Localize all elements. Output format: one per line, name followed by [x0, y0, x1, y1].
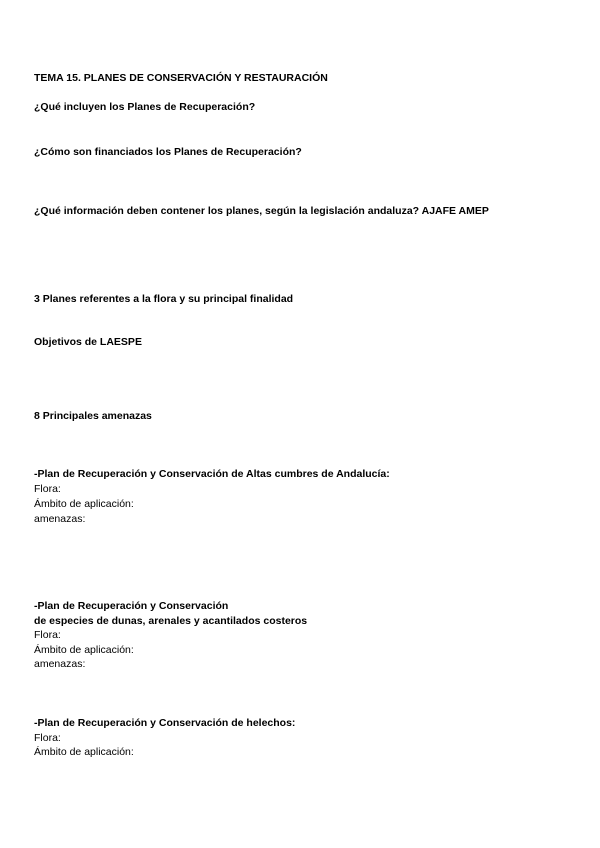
plan-1-ambito: Ámbito de aplicación:	[34, 498, 134, 510]
question-6: 8 Principales amenazas	[34, 410, 152, 422]
plan-2-flora: Flora:	[34, 629, 61, 641]
plan-1-amenazas: amenazas:	[34, 513, 86, 525]
question-3: ¿Qué información deben contener los planes, según la legislación andaluza? AJAFE AMEP	[34, 205, 489, 217]
plan-3-heading: -Plan de Recuperación y Conservación de helechos:	[34, 717, 296, 729]
question-5: Objetivos de LAESPE	[34, 336, 142, 348]
plan-2-heading-line2: de especies de dunas, arenales y acantilados costeros	[34, 615, 308, 627]
plan-3-flora: Flora:	[34, 732, 61, 744]
plan-2-heading-line1: -Plan de Recuperación y Conservación	[34, 600, 229, 612]
question-2: ¿Cómo son financiados los Planes de Recuperación?	[34, 146, 302, 158]
plan-2-ambito: Ámbito de aplicación:	[34, 644, 134, 656]
question-4: 3 Planes referentes a la flora y su principal finalidad	[34, 293, 294, 305]
plan-1-heading: -Plan de Recuperación y Conservación de Altas cumbres de Andalucía:	[34, 468, 390, 480]
page-title: TEMA 15. PLANES DE CONSERVACIÓN Y RESTAURACIÓN	[34, 72, 328, 84]
plan-2-amenazas: amenazas:	[34, 658, 86, 670]
question-1: ¿Qué incluyen los Planes de Recuperación?	[34, 101, 256, 113]
plan-1-flora: Flora:	[34, 483, 61, 495]
plan-3-ambito: Ámbito de aplicación:	[34, 746, 134, 758]
